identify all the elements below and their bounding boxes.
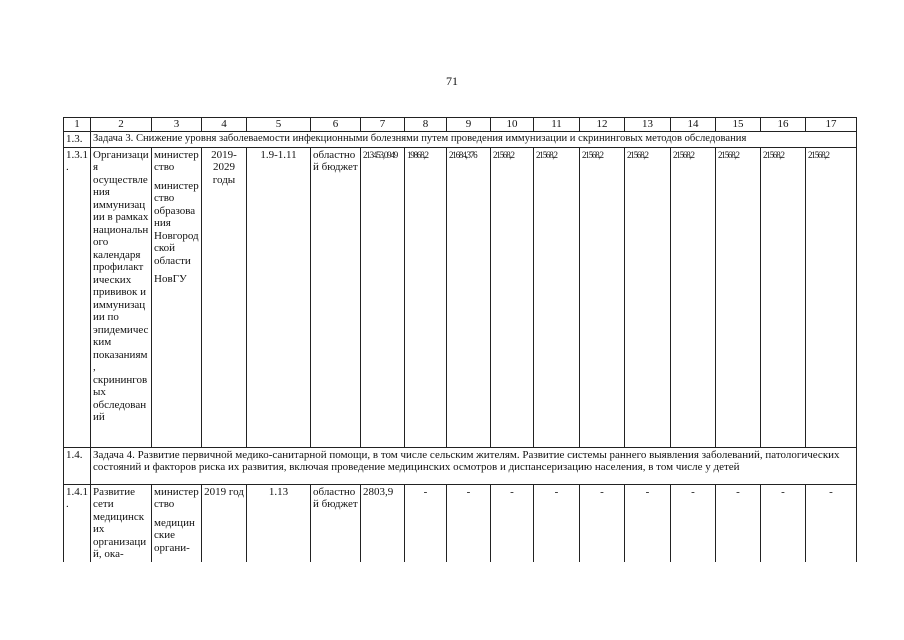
target-indicator: 1.13 xyxy=(247,484,311,562)
column-number: 13 xyxy=(625,118,671,132)
funding-source: областной бюджет xyxy=(311,147,361,447)
row-number: 1.3.1. xyxy=(64,147,91,447)
value-cell: - xyxy=(806,484,857,562)
column-number: 12 xyxy=(580,118,625,132)
value-cell: - xyxy=(534,484,580,562)
value-cell: - xyxy=(491,484,534,562)
column-number-row xyxy=(64,118,857,132)
program-table xyxy=(63,117,857,562)
value-cell: - xyxy=(405,484,447,562)
column-number: 5 xyxy=(247,118,311,132)
value-cell: 21568,2 xyxy=(671,147,716,447)
activity-name: Организация осуществления иммунизации в рамках национального календаря профилактических прививок и иммунизации по эпидемическим показаниям, скрининговых обследований xyxy=(91,147,152,447)
value-cell: 2803,9 xyxy=(361,484,405,562)
value-cell: - xyxy=(447,484,491,562)
task-row xyxy=(64,132,857,148)
value-cell: - xyxy=(625,484,671,562)
executor: медицинские органи- xyxy=(154,516,195,554)
column-number: 11 xyxy=(534,118,580,132)
task-title: Задача 4. Развитие первичной медико-санитарной помощи, в том числе сельским жителям. Развитие системы раннего выявления заболеваний, патологических состояний и факторов риска их развития, включая проведение медицинских осмотров и диспансеризацию населения, в том числе у детей xyxy=(91,447,857,484)
value-cell: - xyxy=(580,484,625,562)
column-number: 1 xyxy=(64,118,91,132)
value-cell: - xyxy=(671,484,716,562)
target-indicator: 1.9-1.11 xyxy=(247,147,311,447)
value-cell: 21568,2 xyxy=(580,147,625,447)
funding-source: областной бюджет xyxy=(311,484,361,562)
executor-cell xyxy=(152,147,202,447)
column-number: 4 xyxy=(202,118,247,132)
column-number: 17 xyxy=(806,118,857,132)
task-title: Задача 3. Снижение уровня заболеваемости инфекционными болезнями путем проведения иммунизации и скрининговых методов обследования xyxy=(91,132,857,148)
column-number: 14 xyxy=(671,118,716,132)
period: 2019 год xyxy=(202,484,247,562)
value-cell: 21684,376 xyxy=(447,147,491,447)
value-cell: 21568,2 xyxy=(806,147,857,447)
task-row xyxy=(64,447,857,484)
value-cell: 19868,2 xyxy=(405,147,447,447)
task-number: 1.3. xyxy=(64,132,91,148)
executor: НовГУ xyxy=(154,273,187,285)
period: 2019-2029 годы xyxy=(202,147,247,447)
column-number: 10 xyxy=(491,118,534,132)
column-number: 16 xyxy=(761,118,806,132)
value-cell: 21568,2 xyxy=(716,147,761,447)
executor-cell xyxy=(152,484,202,562)
value-cell: 21568,2 xyxy=(761,147,806,447)
value-cell: - xyxy=(761,484,806,562)
value-cell: 21568,2 xyxy=(534,147,580,447)
value-cell: 213453,0949 xyxy=(361,147,405,447)
column-number: 9 xyxy=(447,118,491,132)
column-number: 3 xyxy=(152,118,202,132)
value-cell: 21568,2 xyxy=(625,147,671,447)
column-number: 7 xyxy=(361,118,405,132)
table-row xyxy=(64,147,857,447)
executor: министерство xyxy=(154,148,199,173)
page-number: 71 xyxy=(446,74,458,88)
column-number: 8 xyxy=(405,118,447,132)
task-number: 1.4. xyxy=(64,447,91,484)
column-number: 6 xyxy=(311,118,361,132)
activity-name: Развитие сети медицинских организаций, ока- xyxy=(91,484,152,562)
row-number: 1.4.1. xyxy=(64,484,91,562)
column-number: 15 xyxy=(716,118,761,132)
value-cell: 21568,2 xyxy=(491,147,534,447)
executor: министерство xyxy=(154,485,199,510)
executor: министерство образования Новгородской области xyxy=(154,179,199,267)
column-number: 2 xyxy=(91,118,152,132)
value-cell: - xyxy=(716,484,761,562)
table-row xyxy=(64,484,857,562)
